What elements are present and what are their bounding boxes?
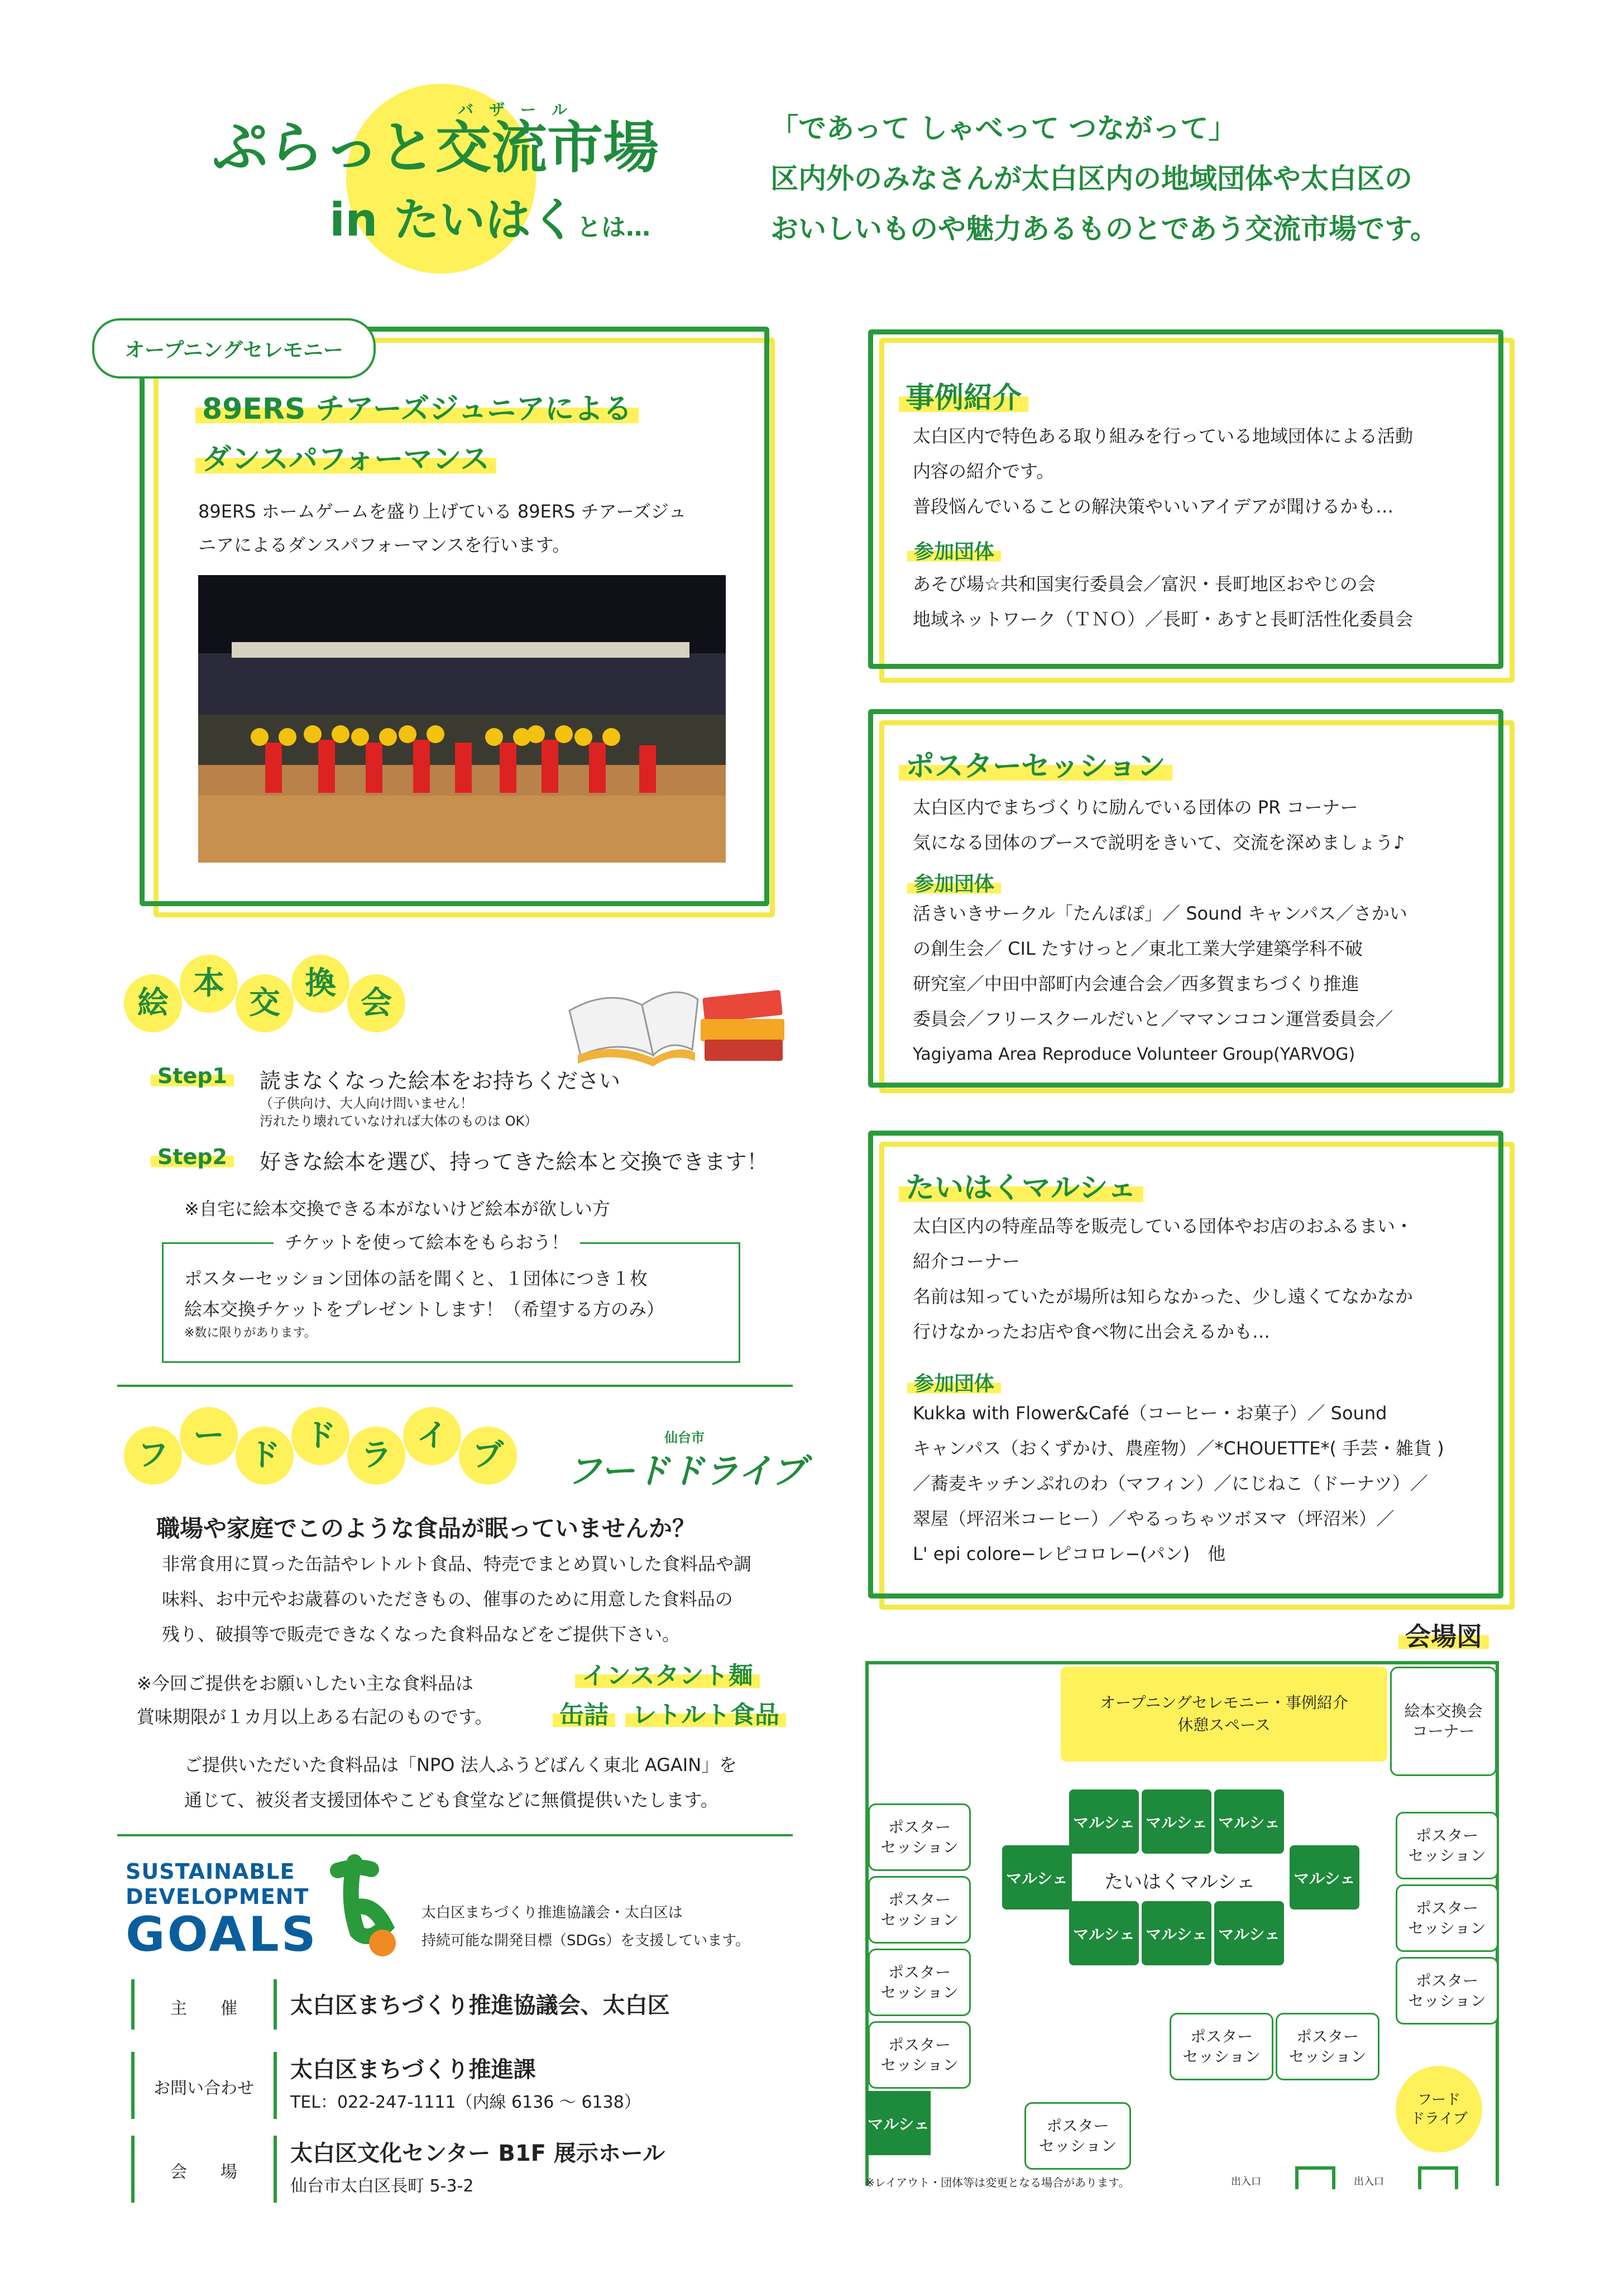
ehon-char-3: 交	[236, 974, 294, 1032]
marche-body3: 名前は知っていたが場所は知らなかった、少し遠くてなかなか	[913, 1286, 1414, 1307]
food-item1	[575, 1655, 760, 1691]
map-poster-left-2	[868, 1876, 971, 1944]
poster-heading-text: ポスターセッション	[899, 750, 1172, 783]
food-item2-text: 缶詰	[553, 1701, 615, 1729]
food-logo-small: 仙台市	[664, 1430, 705, 1446]
ehon-char-1: 絵	[124, 974, 182, 1032]
step1-note2: 汚れたり壊れていなければ大体のものは OK）	[260, 1113, 538, 1129]
food-char-7: ブ	[459, 1427, 517, 1485]
step2-label-text: Step2	[151, 1145, 234, 1169]
food-item1-text: インスタント麺	[575, 1662, 760, 1690]
sdgs-text1: 太白区まちづくり推進協議会・太白区は	[421, 1904, 683, 1921]
map-marche-right: マルシェ	[1290, 1845, 1359, 1910]
poster-heading	[899, 743, 1172, 784]
food-item3	[625, 1695, 786, 1730]
marche-body2: 紹介コーナー	[913, 1251, 1021, 1272]
map-marche-bottom-3: マルシェ	[1214, 1901, 1284, 1965]
opening-body1: 89ERS ホームゲームを盛り上げている 89ERS チアーズジュ	[198, 501, 687, 522]
map-poster-left-4-l2: セッション	[880, 2055, 959, 2074]
food-request2: 賞味期限が１カ月以上ある右記のものです。	[137, 1706, 493, 1727]
marche-label	[907, 1368, 1001, 1396]
host: 太白区まちづくり推進協議会、太白区	[290, 1993, 670, 2018]
marche-label-text: 参加団体	[907, 1372, 1001, 1395]
map-poster-left-4-l1: ポスター	[888, 2035, 951, 2054]
marche-body4: 行けなかったお店や食べ物に出会えるかも…	[913, 1321, 1271, 1342]
step2-label	[151, 1145, 234, 1169]
contact-label: お問い合わせ	[154, 2079, 254, 2098]
contact: 太白区まちづくり推進課	[290, 2057, 536, 2083]
ehon-note: ※自宅に絵本交換できる本がないけど絵本が欲しい方	[184, 1198, 610, 1219]
dance-photo	[198, 575, 726, 863]
map-title	[1398, 1616, 1489, 1653]
ehon-char-4: 換	[291, 955, 349, 1013]
map-marche-top-3: マルシェ	[1214, 1789, 1284, 1854]
map-marche-top-1: マルシェ	[1069, 1789, 1139, 1854]
info-bar-left-3	[131, 2136, 135, 2203]
step1-label-text: Step1	[151, 1064, 234, 1088]
poster-groups5: Yagiyama Area Reproduce Volunteer Group(YARVOG)	[913, 1045, 1355, 1064]
map-poster-left-1-l2: セッション	[880, 1837, 959, 1856]
title-ruby: バ ザ ー ル	[458, 100, 568, 119]
jirei-groups1: あそび場☆共和国実行委員会／富沢・長町地区おやじの会	[913, 573, 1376, 595]
intro-line1: 「であって しゃべって つながって」	[770, 112, 1237, 145]
food-request1: ※今回ご提供をお願いしたい主な食料品は	[137, 1673, 473, 1694]
jirei-label-text: 参加団体	[907, 540, 1001, 563]
map-poster-left-3-l2: セッション	[880, 1983, 959, 2002]
food-item3-text: レトルト食品	[625, 1701, 786, 1729]
ticket-title-text: チケットを使って絵本をもらおう！	[274, 1228, 580, 1254]
venue: 太白区文化センター B1F 展示ホール	[290, 2141, 665, 2166]
poster-body2: 気になる団体のブースで説明をきいて、交流を深めましょう♪	[913, 832, 1405, 853]
jirei-body3: 普段悩んでいることの解決策やいいアイデアが聞けるかも…	[913, 496, 1394, 517]
food-question: 職場や家庭でこのような食品が眠っていませんか？	[156, 1515, 696, 1542]
map-title-text: 会場図	[1398, 1621, 1489, 1652]
map-marche-center: たいはくマルシェ	[1104, 1871, 1256, 1893]
poster-groups2: の創生会／ CIL たすけっと／東北工業大学建築学科不破	[913, 938, 1363, 959]
map-food-line2: ドライブ	[1410, 2110, 1468, 2127]
sdgs-line1: SUSTAINABLE	[126, 1859, 295, 1884]
map-poster-bottom-1-l2: セッション	[1182, 2047, 1261, 2066]
map-poster-bottom-3-l1: ポスター	[1046, 2116, 1109, 2135]
marche-groups2: キャンパス（おくずかけ、農産物）／*CHOUETTE*( 手芸・雑貨 )	[913, 1438, 1444, 1459]
step1-label	[151, 1064, 234, 1088]
map-poster-right-1-l1: ポスター	[1415, 1826, 1478, 1845]
map-poster-bottom-2-l2: セッション	[1288, 2047, 1367, 2066]
opening-tab	[92, 318, 376, 379]
food-char-6: イ	[403, 1407, 461, 1465]
map-poster-bottom-3-l2: セッション	[1038, 2136, 1117, 2155]
sdgs-mascot-icon	[324, 1854, 408, 1960]
map-poster-right-3-l1: ポスター	[1415, 1971, 1478, 1990]
title-taihaku: たいはく	[394, 194, 577, 247]
venue-label: 会 場	[170, 2162, 237, 2182]
map-exit-1-frame	[1295, 2166, 1335, 2189]
intro-line3: おいしいものや魅力あるものとであう交流市場です。	[770, 213, 1438, 245]
marche-body1: 太白区内の特産品等を販売している団体やお店のおふるまい・	[913, 1215, 1414, 1237]
jirei-body2: 内容の紹介です。	[913, 461, 1055, 482]
title-in: in	[329, 194, 378, 247]
jirei-label	[907, 536, 1001, 564]
ticket-body1: ポスターセッション団体の話を聞くと、１団体につき１枚	[184, 1268, 648, 1289]
info-bar-right-2	[274, 2052, 277, 2119]
sdgs-line3: GOALS	[126, 1907, 318, 1963]
map-poster-right-1-l2: セッション	[1408, 1846, 1486, 1865]
map-poster-left-1-l1: ポスター	[888, 1817, 951, 1836]
food-char-3: ド	[236, 1427, 294, 1485]
map-stage-line2: 休憩スペース	[1177, 1716, 1271, 1734]
map-food-drive	[1396, 2066, 1482, 2152]
contact-tel: TEL：022-247-1111（内線 6136 ～ 6138）	[290, 2093, 641, 2112]
book-illustration	[558, 944, 787, 1066]
map-poster-right-3-l2: セッション	[1408, 1991, 1486, 2010]
title-tail: とは…	[577, 213, 651, 242]
map-marche-bottom-1: マルシェ	[1069, 1901, 1139, 1965]
poster-label-text: 参加団体	[907, 873, 1001, 896]
jirei-heading-text: 事例紹介	[899, 381, 1028, 415]
opening-heading2	[195, 436, 496, 477]
map-exit-1: 出入口	[1231, 2176, 1261, 2188]
food-body1: 非常食用に買った缶詰やレトルト食品、特売でまとめ買いした食料品や調	[162, 1553, 752, 1574]
map-poster-left-3	[868, 1949, 971, 2016]
poster-groups4: 委員会／フリースクールだいと／ママンココン運営委員会／	[913, 1008, 1393, 1030]
map-exit-2: 出入口	[1354, 2176, 1384, 2188]
food-footer1: ご提供いただいた食料品は「NPO 法人ふうどばんく東北 AGAIN」を	[184, 1754, 737, 1776]
venue-address: 仙台市太白区長町 5-3-2	[290, 2176, 474, 2196]
map-marche-top-2: マルシェ	[1142, 1789, 1211, 1854]
map-poster-bottom-2	[1276, 2013, 1379, 2080]
sdgs-line2: DEVELOPMENT	[126, 1884, 309, 1909]
jirei-body1: 太白区内で特色ある取り組みを行っている地域団体による活動	[913, 425, 1414, 447]
jirei-heading	[899, 374, 1028, 416]
map-poster-bottom-3	[1024, 2102, 1131, 2170]
ehon-char-5: 会	[347, 974, 405, 1032]
divider-2	[117, 1834, 793, 1836]
food-char-1: フ	[124, 1427, 182, 1485]
poster-body1: 太白区内でまちづくりに励んでいる団体の PR コーナー	[913, 797, 1358, 818]
ehon-char-2: 本	[180, 955, 238, 1013]
info-bar-left-2	[131, 2052, 135, 2119]
map-marche-corner: マルシェ	[866, 2091, 931, 2155]
map-ehon-corner	[1390, 1667, 1497, 1776]
food-logo: フードドライブ	[567, 1451, 806, 1491]
map-stage	[1061, 1667, 1387, 1762]
map-food-line1: フード	[1417, 2091, 1461, 2108]
map-poster-bottom-1-l1: ポスター	[1190, 2027, 1253, 2046]
poster-groups3: 研究室／中田中部町内会連合会／西多賀まちづくり推進	[913, 973, 1359, 994]
map-marche-left: マルシェ	[1002, 1845, 1072, 1910]
food-char-2: ー	[180, 1407, 238, 1465]
map-poster-left-4	[868, 2021, 971, 2089]
intro-line2: 区内外のみなさんが太白区内の地域団体や太白区の	[770, 162, 1412, 195]
map-ehon-line2: コーナー	[1412, 1722, 1475, 1740]
step1-text: 読まなくなった絵本をお持ちください	[260, 1069, 621, 1093]
map-poster-left-3-l1: ポスター	[888, 1963, 951, 1982]
food-char-4: ド	[291, 1407, 349, 1465]
opening-heading2-text: ダンスパフォーマンス	[195, 443, 496, 476]
dance-photo-graphic	[198, 575, 726, 863]
host-label: 主 催	[170, 1999, 237, 2018]
map-poster-right-2-l1: ポスター	[1415, 1898, 1478, 1917]
step1-note1: （子供向け、大人向け問いません！	[260, 1095, 474, 1111]
marche-groups1: Kukka with Flower&Café（コーヒー・お菓子）／ Sound	[913, 1403, 1387, 1424]
marche-groups3: ／蕎麦キッチンぷれのわ（マフィン）／にじねこ（ドーナツ）／	[913, 1473, 1428, 1494]
ticket-note: ※数に限りがあります。	[184, 1326, 317, 1340]
map-poster-right-3	[1396, 1957, 1498, 2025]
food-body3: 残り、破損等で販売できなくなった食料品などをご提供下さい。	[162, 1624, 681, 1645]
food-char-5: ラ	[347, 1427, 405, 1485]
info-bar-right-1	[274, 1979, 277, 2030]
map-poster-bottom-1	[1170, 2013, 1273, 2080]
info-bar-right-3	[274, 2136, 277, 2203]
title-line2	[329, 193, 650, 256]
divider-1	[117, 1385, 793, 1387]
marche-groups4: 翠屋（坪沼米コーヒー）／やるっちゃツボヌマ（坪沼米）／	[913, 1508, 1395, 1529]
map-poster-right-1	[1396, 1812, 1498, 1879]
marche-heading	[899, 1164, 1143, 1206]
map-marche-bottom-2: マルシェ	[1142, 1901, 1211, 1965]
map-poster-right-2-l2: セッション	[1408, 1918, 1486, 1937]
title-line1: ぷらっと交流市場	[212, 115, 659, 180]
map-poster-left-2-l1: ポスター	[888, 1890, 951, 1909]
opening-tab-label: オープニングセレモニー	[124, 338, 343, 362]
step2-text: 好きな絵本を選び、持ってきた絵本と交換できます！	[260, 1150, 768, 1174]
map-ehon-line1: 絵本交換会	[1404, 1702, 1483, 1720]
ticket-body2: 絵本交換チケットをプレゼントします！（希望する方のみ）	[184, 1299, 664, 1320]
sdgs-text2: 持続可能な開発目標（SDGs）を支援しています。	[421, 1932, 750, 1949]
poster-groups1: 活きいきサークル「たんぽぽ」／ Sound キャンパス／さかい	[913, 903, 1407, 924]
food-body2: 味料、お中元やお歳暮のいただきもの、催事のために用意した食料品の	[162, 1588, 733, 1610]
map-note: ※レイアウト・団体等は変更となる場合があります。	[865, 2176, 1130, 2189]
map-poster-left-2-l2: セッション	[880, 1910, 959, 1929]
marche-groups5: L' epi colore−レピコロレ−(パン) 他	[913, 1543, 1226, 1564]
map-poster-left-1	[868, 1803, 971, 1871]
food-item2	[553, 1695, 615, 1730]
poster-label	[907, 868, 1001, 897]
opening-heading1-text: 89ERS チアーズジュニアによる	[195, 393, 639, 426]
map-exit-2-frame	[1418, 2166, 1458, 2189]
map-poster-right-2	[1396, 1884, 1498, 1952]
jirei-groups2: 地域ネットワーク（ＴＮＯ）／長町・あすと長町活性化委員会	[913, 609, 1414, 630]
opening-heading1	[195, 385, 639, 427]
opening-body2: ニアによるダンスパフォーマンスを行います。	[198, 534, 571, 556]
food-footer2: 通じて、被災者支援団体やこども食堂などに無償提供いたします。	[184, 1789, 718, 1811]
marche-heading-text: たいはくマルシェ	[899, 1171, 1143, 1205]
map-poster-bottom-2-l1: ポスター	[1296, 2027, 1359, 2046]
info-bar-left-1	[131, 1979, 135, 2030]
map-stage-line1: オープニングセレモニー・事例紹介	[1100, 1693, 1348, 1712]
